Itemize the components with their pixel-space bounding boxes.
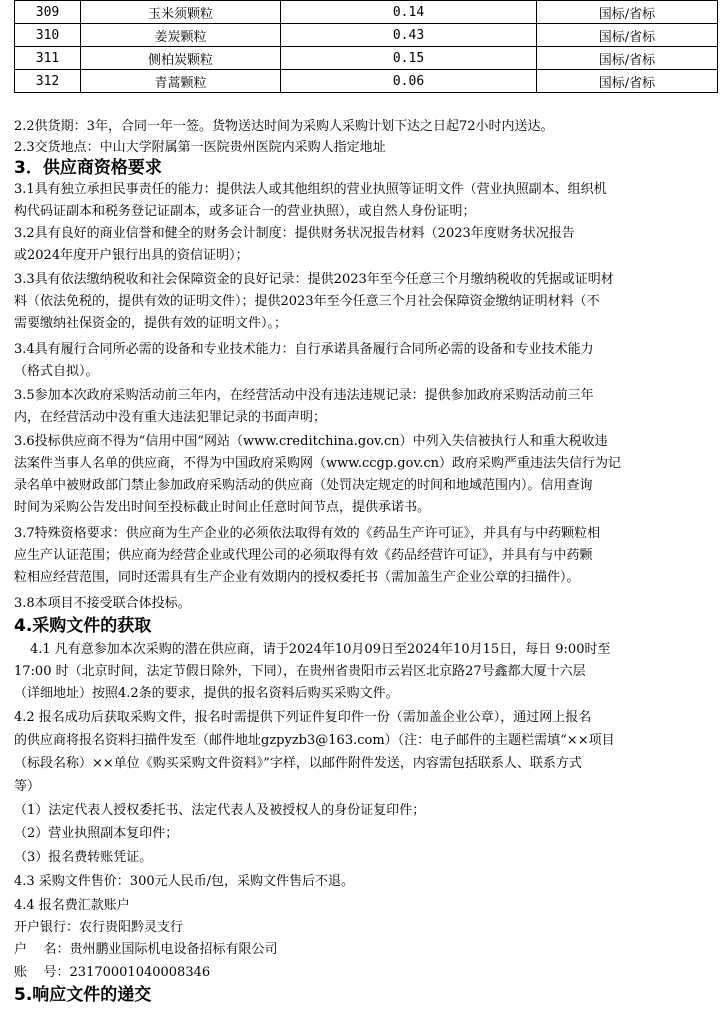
table-row xyxy=(15,47,718,70)
paragraph-line: 粒相应经营范围，同时还需具有生产企业有效期内的授权委托书（需加盖生产企业公章的扫描件）。 xyxy=(14,570,580,585)
item-standard: 国标/省标 xyxy=(537,24,718,47)
item-standard: 国标/省标 xyxy=(537,1,718,24)
account-number: 账 号：23170001040008346 xyxy=(14,965,211,980)
paragraph-line: 17:00 时（北京时间，法定节假日除外，下同），在贵州省贵阳市云岩区北京路27号鑫都大厦十六层 xyxy=(14,664,586,679)
paragraph-line: 3.4具有履行合同所必需的设备和专业技术能力：自行承诺具备履行合同所必需的设备和专业技术能力 xyxy=(14,342,594,357)
paragraph-line: 录名单中被财政部门禁止参加政府采购活动的供应商（处罚决定规定的时间和地域范围内）。信用查询 xyxy=(14,478,593,493)
paragraph-line: （3）报名费转账凭证。 xyxy=(14,850,153,865)
item-standard: 国标/省标 xyxy=(537,70,718,93)
paragraph-line: （标段名称）××单位《购买采购文件资料》”字样，以邮件附件发送，内容需包括联系人、联系方式 xyxy=(14,756,582,771)
section-5-heading: 5.响应文件的递交 xyxy=(14,985,152,1005)
paragraph-line: 料（依法免税的，提供有效的证明文件）；提供2023年至今任意三个月社会保障资金缴纳证明材料（不 xyxy=(14,294,600,309)
paragraph-line: （详细地址）按照4.2条的要求，提供的报名资料后购买采购文件。 xyxy=(14,686,399,701)
item-name: 侧柏炭颗粒 xyxy=(81,47,281,70)
delivery-period: 2.2供货期：3年，合同一年一签。货物送达时间为采购人采购计划下达之日起72小时内送达。 xyxy=(14,119,554,134)
item-number: 309 xyxy=(15,1,81,24)
paragraph-line: 需要缴纳社保资金的，提供有效的证明文件）。； xyxy=(14,316,288,331)
paragraph-line: 4.4 报名费汇款账户 xyxy=(14,898,130,913)
paragraph-line: 法案件当事人名单的供应商，不得为中国政府采购网（www.ccgp.gov.cn）政府采购严重违法失信行为记 xyxy=(14,456,622,471)
paragraph-line: 或2024年度开户银行出具的资信证明）； xyxy=(14,248,249,263)
item-price: 0.06 xyxy=(281,70,537,93)
paragraph-line: 3.8本项目不接受联合体投标。 xyxy=(14,596,191,611)
paragraph-line: 4.2 报名成功后获取采购文件，报名时需提供下列证件复印件一份（需加盖企业公章），通过网上报名 xyxy=(14,710,592,725)
paragraph-line: 3.2具有良好的商业信誉和健全的财务会计制度：提供财务状况报告材料（2023年度财务状况报告 xyxy=(14,226,575,241)
item-name: 青蒿颗粒 xyxy=(81,70,281,93)
paragraph-line: 时间为采购公告发出时间至投标截止时间止任意时间节点，提供承诺书。 xyxy=(14,500,431,515)
paragraph-line: 内，在经营活动中没有重大违法犯罪记录的书面声明； xyxy=(14,410,327,425)
paragraph-line: 3.7特殊资格要求：供应商为生产企业的必须依法取得有效的《药品生产许可证》，并具有与中药颗粒相 xyxy=(14,526,601,541)
item-price: 0.43 xyxy=(281,24,537,47)
item-name: 玉米须颗粒 xyxy=(81,1,281,24)
paragraph-line: 3.3具有依法缴纳税收和社会保障资金的良好记录：提供2023年至今任意三个月缴纳税收的凭据或证明材 xyxy=(14,272,614,287)
item-price: 0.15 xyxy=(281,47,537,70)
paragraph-line: （2）营业执照副本复印件； xyxy=(14,826,179,841)
paragraph-line: 的供应商将报名资料扫描件发至（邮件地址gzpyzb3@163.com）（注：电子邮件的主题栏需填“××项目 xyxy=(14,733,615,748)
item-standard: 国标/省标 xyxy=(537,47,718,70)
paragraph-line: （格式自拟）。 xyxy=(14,364,99,379)
delivery-place: 2.3交货地点：中山大学附属第一医院贵州医院内采购人指定地址 xyxy=(14,140,386,155)
item-number: 311 xyxy=(15,47,81,70)
paragraph-line: 构代码证副本和税务登记证副本，或多证合一的营业执照），或自然人身份证明； xyxy=(14,204,476,219)
item-name: 姜炭颗粒 xyxy=(81,24,281,47)
paragraph-line: 等） xyxy=(14,779,41,794)
table-row xyxy=(15,1,718,24)
table-row xyxy=(15,70,718,93)
item-price: 0.14 xyxy=(281,1,537,24)
paragraph-line: 3.5参加本次政府采购活动前三年内，在经营活动中没有违法违规记录：提供参加政府采购活动前三年 xyxy=(14,388,594,403)
paragraph-line: 4.1 凡有意参加本次采购的潜在供应商，请于2024年10月09日至2024年10月15日，每日 9:00时至 xyxy=(30,642,611,657)
section-3-heading: 3．供应商资格要求 xyxy=(14,158,162,178)
paragraph-line: 3.6投标供应商不得为“信用中国”网站（www.creditchina.gov.cn）中列入失信被执行人和重大税收违 xyxy=(14,434,608,449)
item-number: 312 xyxy=(15,70,81,93)
items-table xyxy=(14,0,718,93)
paragraph-line: （1）法定代表人授权委托书、法定代表人及被授权人的身份证复印件； xyxy=(14,803,426,818)
paragraph-line: 应生产认证范围；供应商为经营企业或代理公司的必须取得有效《药品经营许可证》，并具有与中药颗 xyxy=(14,548,593,563)
paragraph-line: 3.1具有独立承担民事责任的能力：提供法人或其他组织的营业执照等证明文件（营业执照副本、组织机 xyxy=(14,182,607,197)
paragraph-line: 4.3 采购文件售价：300元人民币/包，采购文件售后不退。 xyxy=(14,874,354,889)
table-row xyxy=(15,24,718,47)
section-4-heading: 4.采购文件的获取 xyxy=(14,616,152,636)
account-holder: 户 名：贵州鹏业国际机电设备招标有限公司 xyxy=(14,942,278,957)
bank-name: 开户银行：农行贵阳黔灵支行 xyxy=(14,920,184,935)
item-number: 310 xyxy=(15,24,81,47)
